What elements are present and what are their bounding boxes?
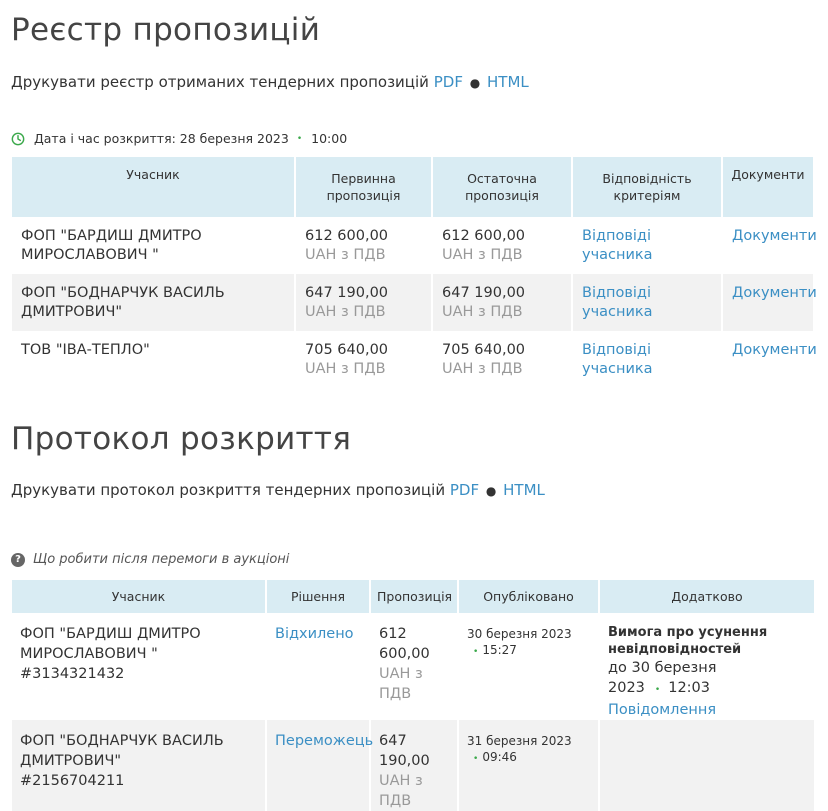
initial-offer xyxy=(295,274,432,331)
final-offer xyxy=(432,217,572,274)
registry-title: Реєстр пропозицій xyxy=(11,12,321,48)
opening-date-label: Дата і час розкриття: 28 березня 2023 xyxy=(34,131,289,146)
published-date: 31 березня 2023 xyxy=(467,734,572,748)
col-header-offer: Пропозиція xyxy=(370,580,458,613)
time-dot: • xyxy=(473,647,479,657)
protocol-pdf-link[interactable]: PDF xyxy=(449,481,480,499)
decision-cell xyxy=(266,613,370,720)
hint-text[interactable]: Що робити після перемоги в аукціоні xyxy=(33,552,290,567)
participant-name: ФОП "БОДНАРЧУК ВАСИЛЬ ДМИТРОВИЧ" xyxy=(12,274,295,331)
clock-icon xyxy=(11,132,25,146)
currency-unit: UAH з ПДВ xyxy=(442,361,523,377)
documents-link[interactable]: Документи xyxy=(732,228,817,244)
table-row xyxy=(12,613,814,720)
amount: 612 600,00 xyxy=(305,228,389,244)
protocol-print-text: Друкувати протокол розкриття тендерних пропозицій xyxy=(11,481,446,499)
table-row xyxy=(12,274,813,331)
documents-cell xyxy=(722,217,817,274)
requirement-time: 12:03 xyxy=(668,680,711,696)
participant-answers-link[interactable]: Відповіді учасника xyxy=(582,228,653,263)
col-header-compliance: Відповідність критеріям xyxy=(572,157,722,217)
col-header-decision: Рішення xyxy=(266,580,370,613)
amount: 612 600,00 xyxy=(442,228,526,244)
currency-unit: UAH з ПДВ xyxy=(442,247,523,263)
decision-link[interactable]: Відхилено xyxy=(275,626,354,642)
time-dot: • xyxy=(473,754,479,764)
participant-code: #2156704211 xyxy=(20,773,125,789)
registry-html-link[interactable]: HTML xyxy=(487,73,529,91)
participant-code: #3134321432 xyxy=(20,666,125,682)
decision-link[interactable]: Переможець xyxy=(275,733,374,749)
registry-table xyxy=(12,157,817,388)
protocol-title: Протокол розкриття xyxy=(11,421,352,457)
col-header-additional: Додатково xyxy=(599,580,814,613)
protocol-table xyxy=(12,580,814,811)
amount: 647 190,00 xyxy=(442,285,526,301)
currency-unit: UAH з ПДВ xyxy=(305,247,386,263)
participant-name: ФОП "БАРДИШ ДМИТРО МИРОСЛАВОВИЧ " xyxy=(20,626,201,662)
registry-print-text: Друкувати реєстр отриманих тендерних пропозицій xyxy=(11,73,429,91)
col-header-final-offer: Остаточна пропозиція xyxy=(432,157,572,217)
notification-link[interactable]: Повідомлення xyxy=(608,702,717,718)
amount: 705 640,00 xyxy=(442,342,526,358)
compliance-cell xyxy=(572,274,722,331)
additional-cell xyxy=(599,720,814,811)
requirement-title: Вимога про усунення невідповідностей xyxy=(608,625,768,657)
after-win-hint[interactable] xyxy=(11,552,289,567)
registry-header-row xyxy=(12,157,813,217)
participant-name: ФОП "БОДНАРЧУК ВАСИЛЬ ДМИТРОВИЧ" xyxy=(20,733,224,769)
currency-unit: UAH з ПДВ xyxy=(442,304,523,320)
protocol-header-row xyxy=(12,580,814,613)
registry-print-line xyxy=(11,73,529,91)
currency-unit: UAH з ПДВ xyxy=(305,361,386,377)
additional-cell xyxy=(599,613,814,720)
published-time: 09:46 xyxy=(482,750,517,764)
initial-offer xyxy=(295,331,432,388)
participant-name: ТОВ "ІВА-ТЕПЛО" xyxy=(12,331,295,388)
opening-dot: • xyxy=(296,133,303,144)
initial-offer xyxy=(295,217,432,274)
currency-unit: UAH з ПДВ xyxy=(379,773,423,809)
published-time: 15:27 xyxy=(482,643,517,657)
requirement-deadline: до 30 березня 2023 xyxy=(608,660,717,696)
bullet-separator: ● xyxy=(469,76,481,90)
registry-pdf-link[interactable]: PDF xyxy=(433,73,463,91)
participant-cell xyxy=(12,613,266,720)
protocol-print-line xyxy=(11,481,545,499)
participant-cell xyxy=(12,720,266,811)
question-icon: ? xyxy=(11,553,25,567)
published-date: 30 березня 2023 xyxy=(467,627,572,641)
col-header-initial-offer: Первинна пропозиція xyxy=(295,157,432,217)
amount: 612 600,00 xyxy=(379,626,430,662)
bullet-separator: ● xyxy=(485,484,497,498)
currency-unit: UAH з ПДВ xyxy=(305,304,386,320)
offer-cell xyxy=(370,613,458,720)
amount: 647 190,00 xyxy=(379,733,430,769)
documents-cell xyxy=(722,274,817,331)
amount: 705 640,00 xyxy=(305,342,389,358)
documents-link[interactable]: Документи xyxy=(732,285,817,301)
opening-time: 10:00 xyxy=(311,131,348,146)
decision-cell xyxy=(266,720,374,811)
published-cell xyxy=(458,720,599,811)
documents-link[interactable]: Документи xyxy=(732,342,817,358)
time-dot: • xyxy=(654,685,661,695)
participant-answers-link[interactable]: Відповіді учасника xyxy=(582,342,653,377)
offer-cell xyxy=(370,720,458,811)
table-row xyxy=(12,217,813,274)
opening-datetime xyxy=(11,131,347,146)
protocol-html-link[interactable]: HTML xyxy=(503,481,545,499)
published-cell xyxy=(458,613,599,720)
col-header-participant: Учасник xyxy=(12,580,266,613)
currency-unit: UAH з ПДВ xyxy=(379,666,423,702)
table-row xyxy=(12,720,814,811)
documents-cell xyxy=(722,331,817,388)
col-header-documents: Документи xyxy=(722,157,813,217)
compliance-cell xyxy=(572,331,722,388)
table-row xyxy=(12,331,813,388)
final-offer xyxy=(432,274,572,331)
col-header-participant: Учасник xyxy=(12,157,295,217)
participant-name: ФОП "БАРДИШ ДМИТРО МИРОСЛАВОВИЧ " xyxy=(12,217,295,274)
col-header-published: Опубліковано xyxy=(458,580,599,613)
compliance-cell xyxy=(572,217,722,274)
participant-answers-link[interactable]: Відповіді учасника xyxy=(582,285,653,320)
amount: 647 190,00 xyxy=(305,285,389,301)
final-offer xyxy=(432,331,572,388)
